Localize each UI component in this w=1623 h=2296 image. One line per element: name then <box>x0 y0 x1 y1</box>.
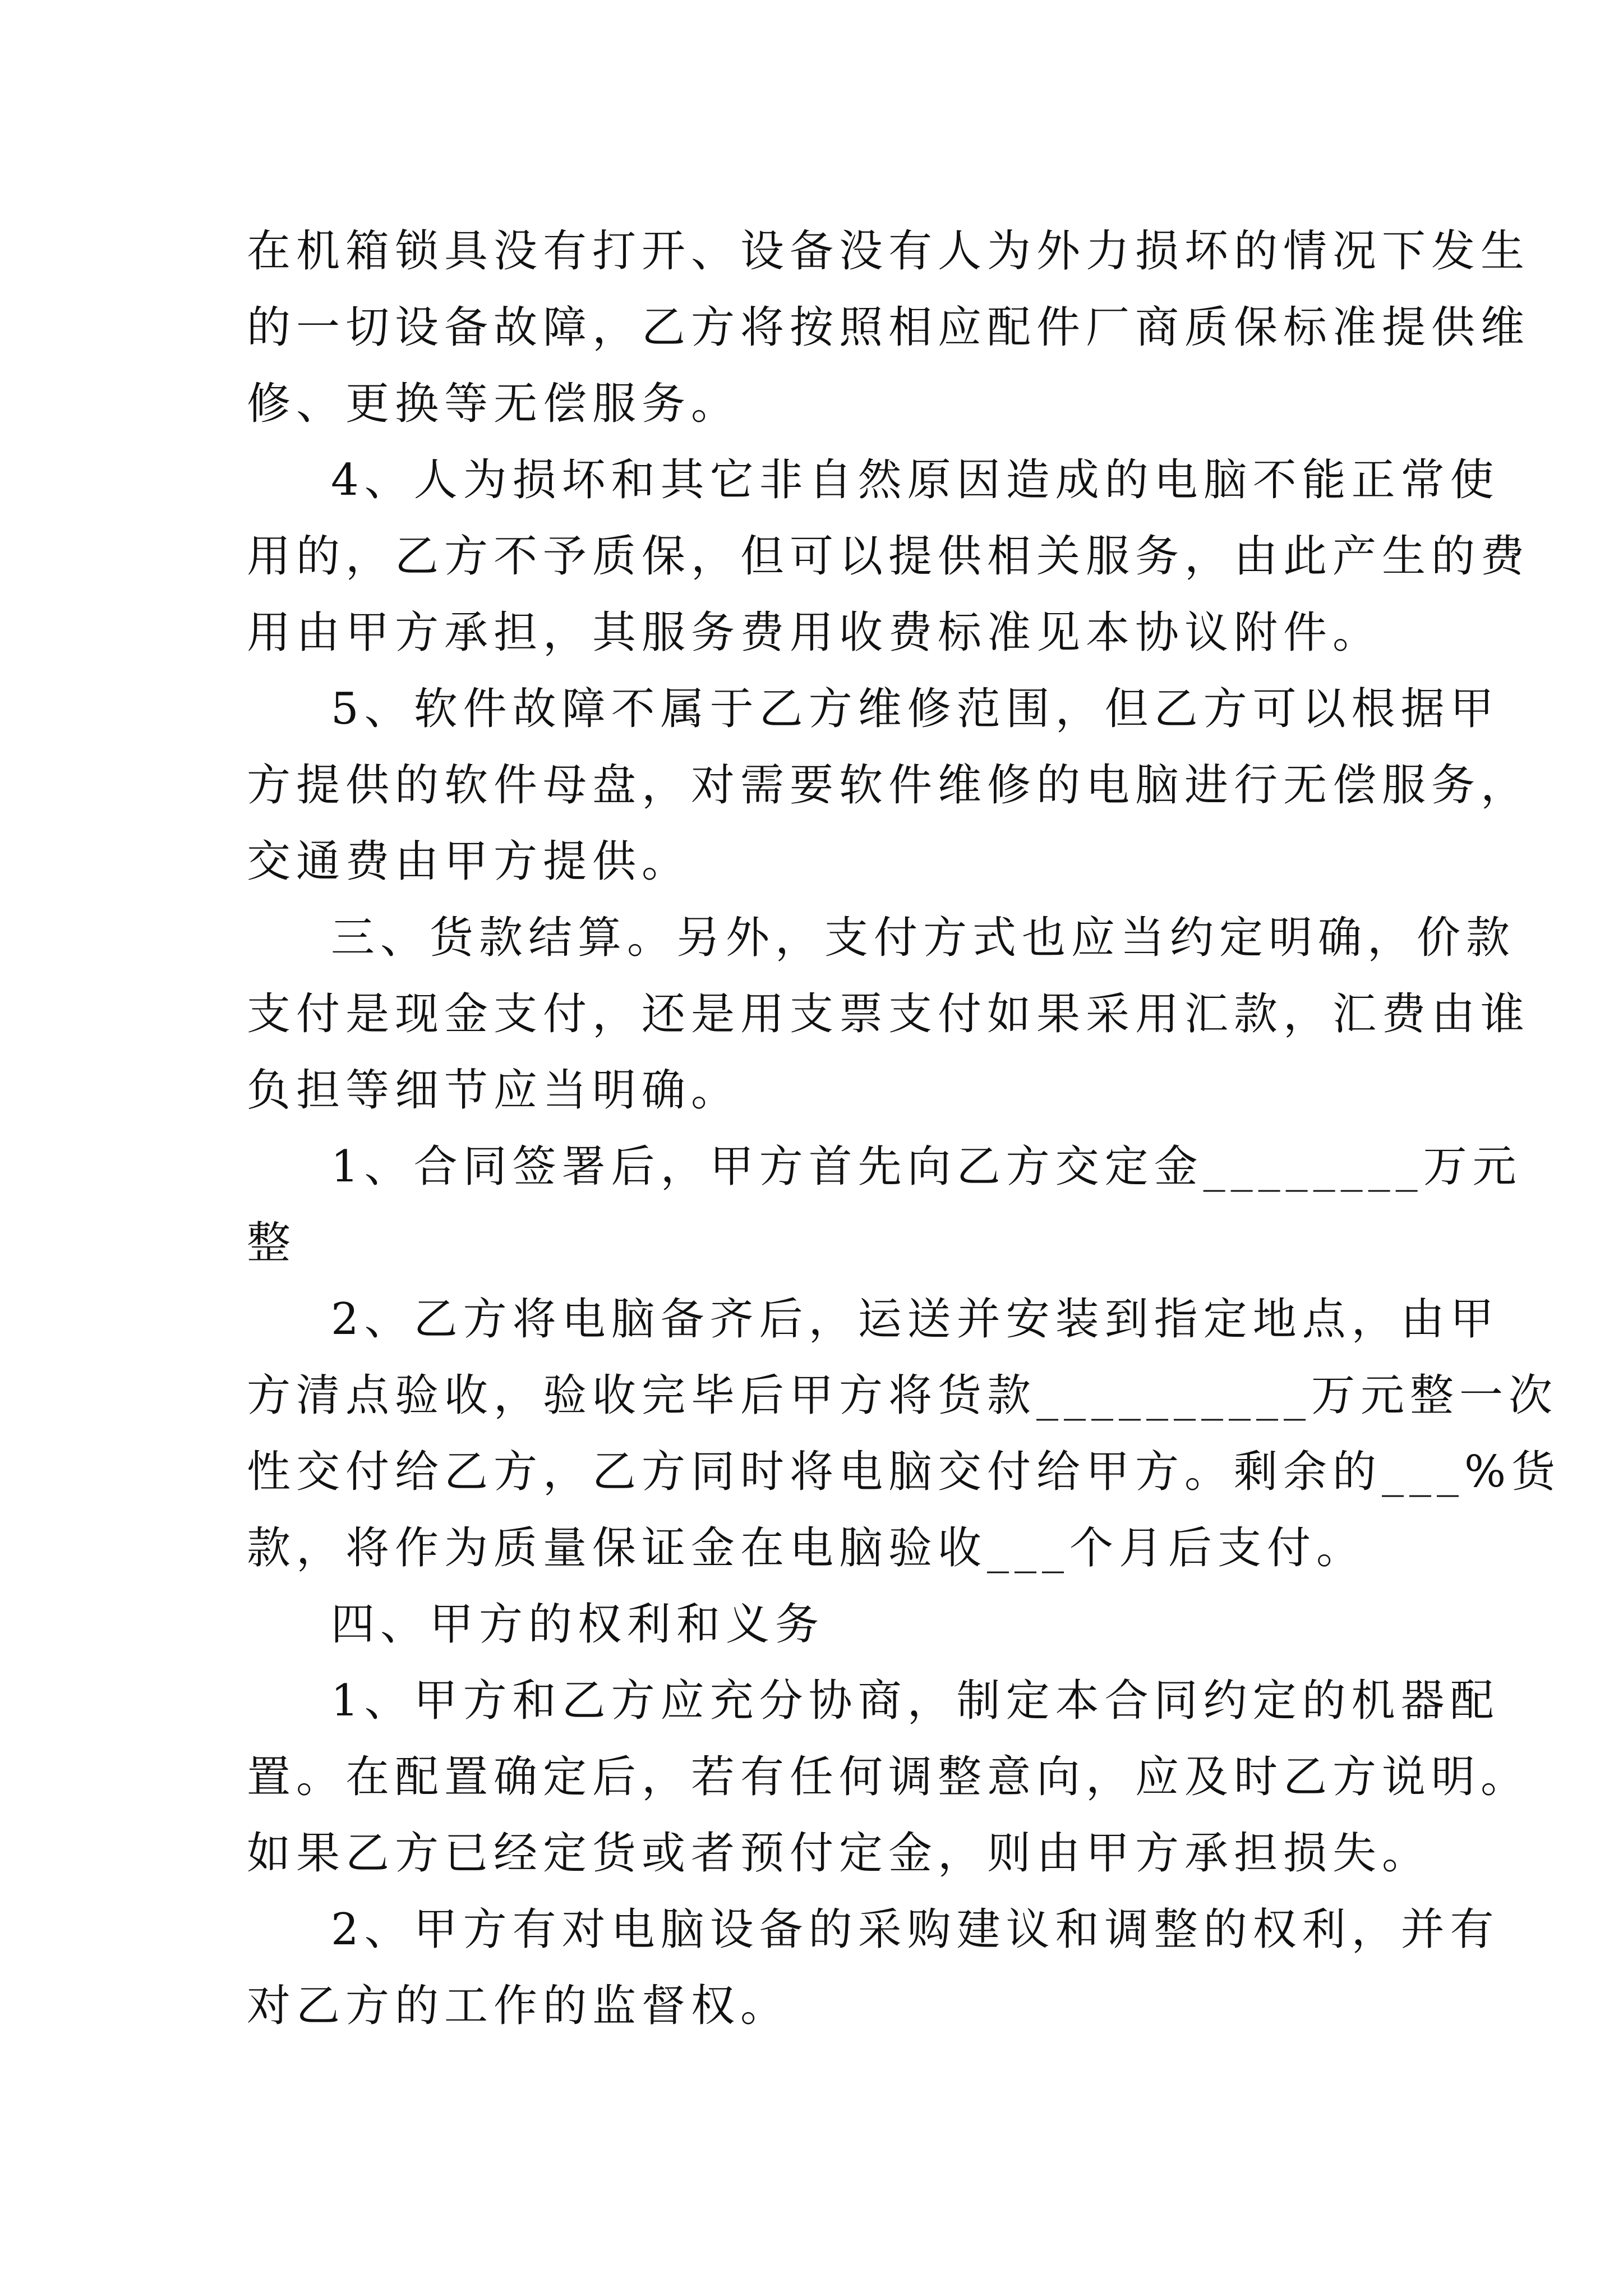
text-line: 如果乙方已经定货或者预付定金，则由甲方承担损失。 <box>247 1828 1432 1879</box>
text-line: 5、软件故障不属于乙方维修范围，但乙方可以根据甲 <box>331 684 1500 734</box>
text-line: 1、甲方和乙方应充分协商，制定本合同约定的机器配 <box>331 1676 1500 1726</box>
section-heading-line: 三、货款结算。另外，支付方式也应当约定明确，价款 <box>331 913 1516 963</box>
text-line: 修、更换等无偿服务。 <box>247 379 741 429</box>
text-line: 性交付给乙方，乙方同时将电脑交付给甲方。剩余的___%货 <box>247 1447 1561 1497</box>
para-continuation-warranty <box>247 213 1530 442</box>
text-line: 2、甲方有对电脑设备的采购建议和调整的权利，并有 <box>331 1904 1500 1955</box>
text-line: 对乙方的工作的监督权。 <box>247 1981 790 2031</box>
text-line: 方清点验收，验收完毕后甲方将货款__________万元整一次 <box>247 1370 1559 1421</box>
section-heading-line: 四、甲方的权利和义务 <box>331 1599 825 1650</box>
text-line: 整 <box>247 1218 297 1268</box>
text-line: 负担等细节应当明确。 <box>247 1065 741 1116</box>
text-line: 置。在配置确定后，若有任何调整意向，应及时乙方说明。 <box>247 1752 1530 1802</box>
para-payment-item-1-deposit <box>247 1129 1522 1281</box>
document-page <box>247 213 1561 2044</box>
para-section-3-payment <box>247 900 1530 1129</box>
text-line: 支付是现金支付，还是用支票支付如果采用汇款，汇费由谁 <box>247 989 1530 1039</box>
text-line: 2、乙方将电脑备齐后，运送并安装到指定地点，由甲 <box>331 1294 1500 1345</box>
text-line: 款，将作为质量保证金在电脑验收___个月后支付。 <box>247 1523 1366 1573</box>
text-line: 的一切设备故障，乙方将按照相应配件厂商质保标准提供维 <box>247 302 1530 353</box>
text-line: 方提供的软件母盘，对需要软件维修的电脑进行无偿服务， <box>247 760 1530 811</box>
para-payment-item-2-acceptance <box>247 1281 1561 1586</box>
para-item-4-human-damage <box>247 442 1530 671</box>
text-line: 4、人为损坏和其它非自然原因造成的电脑不能正常使 <box>331 455 1500 505</box>
text-line: 交通费由甲方提供。 <box>247 836 691 887</box>
para-item-5-software <box>247 671 1530 900</box>
text-line: 用的，乙方不予质保，但可以提供相关服务，由此产生的费 <box>247 531 1530 582</box>
para-rights-item-1-configuration <box>247 1663 1530 1892</box>
para-section-4-rights-obligations <box>247 1586 1391 1663</box>
text-line: 用由甲方承担，其服务费用收费标准见本协议附件。 <box>247 608 1382 658</box>
text-line: 1、合同签署后，甲方首先向乙方交定金________万元 <box>331 1142 1522 1192</box>
text-line: 在机箱锁具没有打开、设备没有人为外力损坏的情况下发生 <box>247 226 1530 277</box>
para-rights-item-2-supervision <box>247 1892 1500 2044</box>
